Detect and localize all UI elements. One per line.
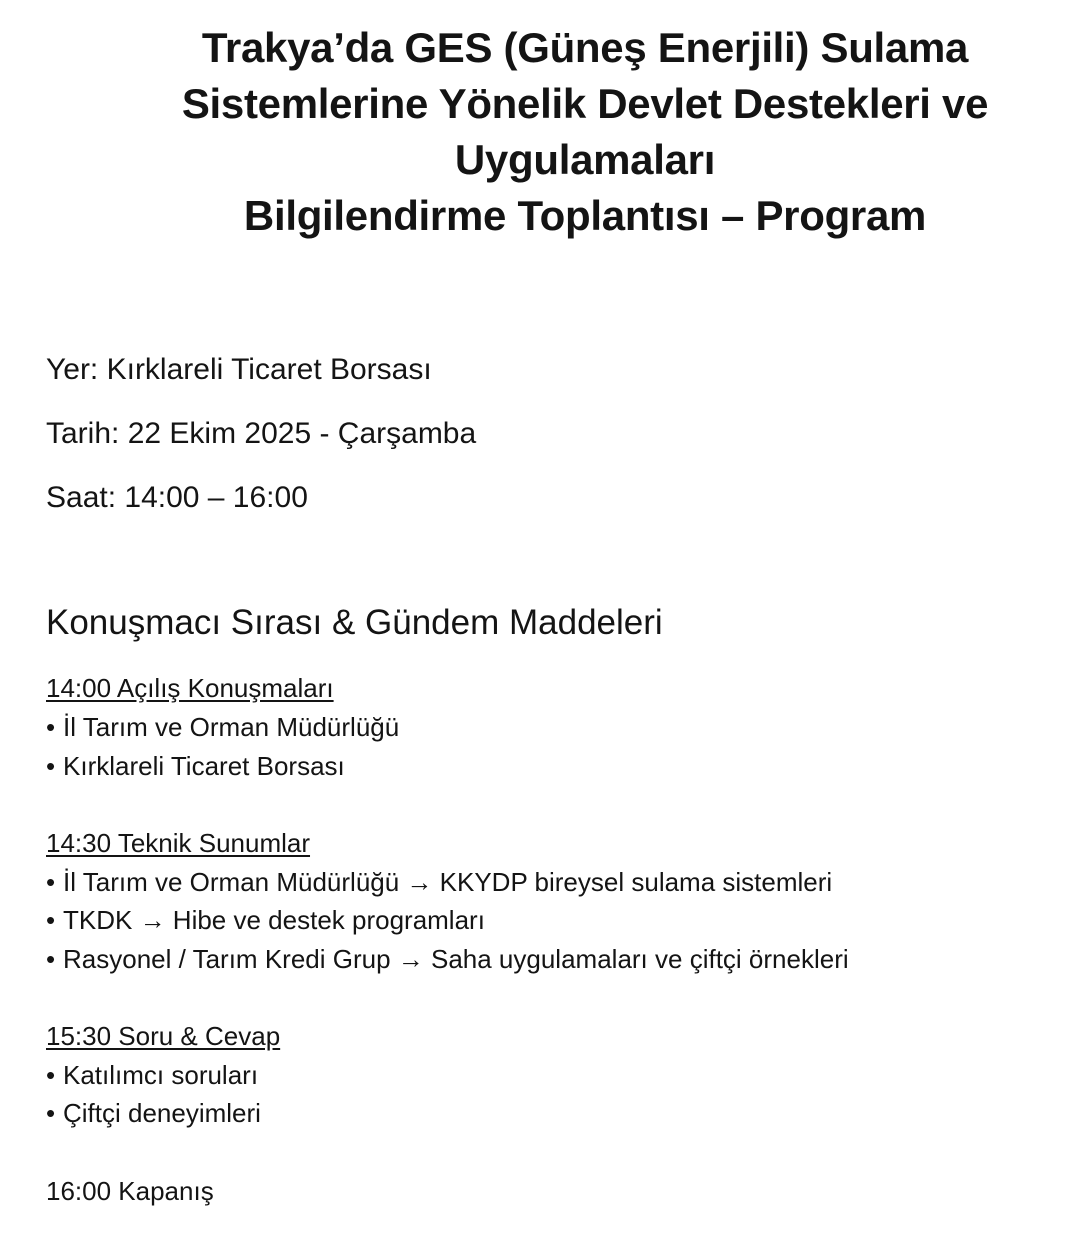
agenda-item-text: Katılımcı soruları [63,1060,259,1090]
agenda-item [46,1098,261,1128]
title-line-4: Bilgilendirme Toplantısı – Program [243,192,927,239]
agenda-section-title: 15:30 Soru & Cevap [46,1021,281,1051]
title-line-1: Trakya’da GES (Güneş Enerjili) Sulama [201,24,969,71]
agenda-item-text: İl Tarım ve Orman Müdürlüğü → KKYDP bireysel sulama sistemleri [63,867,833,897]
agenda-item [46,905,485,935]
agenda-item [46,751,345,781]
agenda-item [46,867,832,897]
bullet-icon: • [46,1060,56,1090]
bullet-icon: • [46,751,56,781]
bullet-icon: • [46,712,56,742]
meeting-date: Tarih: 22 Ekim 2025 - Çarşamba [46,417,477,450]
meeting-time: Saat: 14:00 – 16:00 [46,481,308,514]
agenda-item-text: İl Tarım ve Orman Müdürlüğü [63,712,400,742]
agenda-item [46,1060,258,1090]
agenda-item-text: TKDK → Hibe ve destek programları [63,905,485,935]
bullet-icon: • [46,944,56,974]
document-title [90,20,1080,244]
title-line-3: Uygulamaları [454,136,716,183]
agenda-item [46,944,849,974]
agenda-section-title: 14:00 Açılış Konuşmaları [46,673,334,703]
bullet-icon: • [46,867,56,897]
agenda-section-title: 14:30 Teknik Sunumlar [46,828,311,858]
title-line-2: Sistemlerine Yönelik Devlet Destekleri ve [181,80,989,127]
bullet-icon: • [46,1098,56,1128]
meeting-place: Yer: Kırklareli Ticaret Borsası [46,353,432,386]
agenda-item-text: Rasyonel / Tarım Kredi Grup → Saha uygulamaları ve çiftçi örnekleri [63,944,849,974]
bullet-icon: • [46,905,56,935]
agenda-item [46,712,399,742]
agenda-item-text: Kırklareli Ticaret Borsası [63,751,345,781]
agenda-item-text: Çiftçi deneyimleri [63,1098,261,1128]
agenda-heading: Konuşmacı Sırası & Gündem Maddeleri [46,603,663,642]
agenda-section-title: 16:00 Kapanış [46,1176,214,1206]
